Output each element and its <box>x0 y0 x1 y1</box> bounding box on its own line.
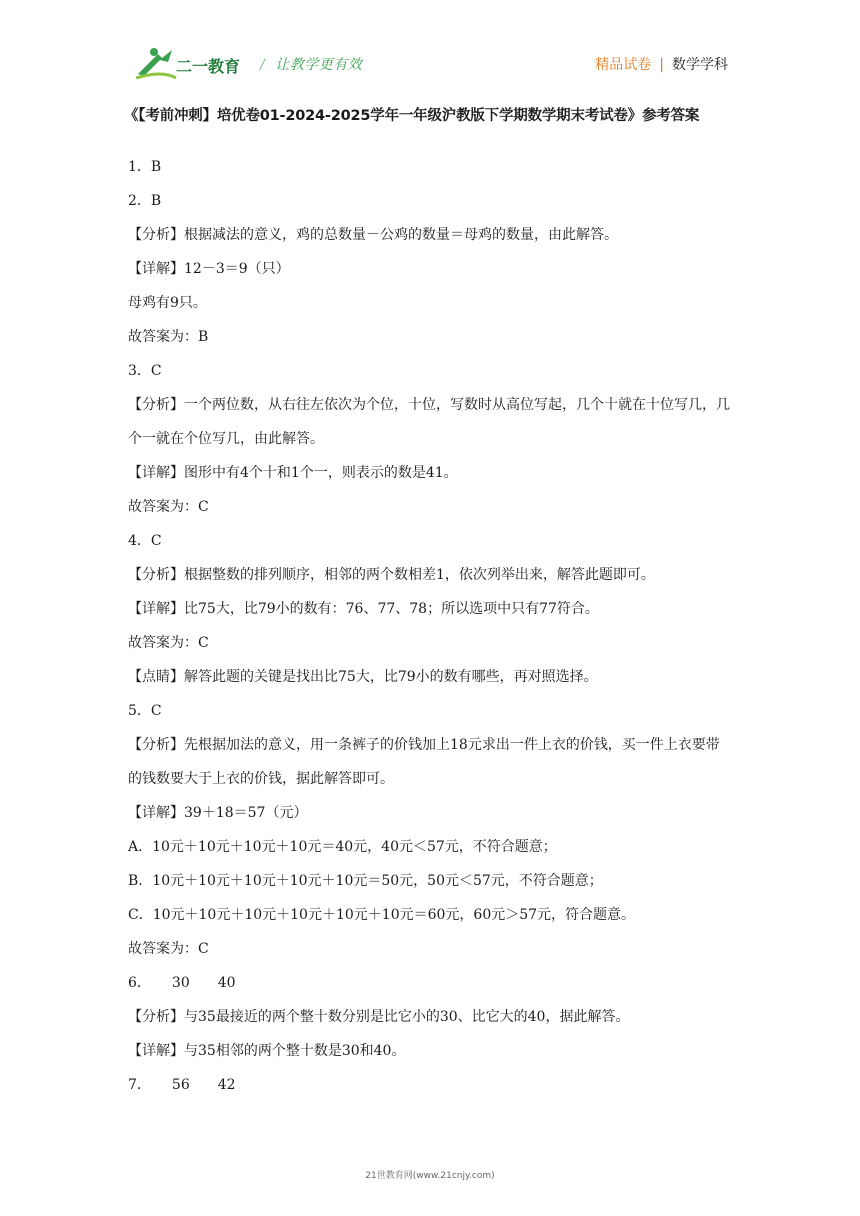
answer-line: 2．B <box>128 193 162 209</box>
answer-line: 【点睛】解答此题的关键是找出比75大，比79小的数有哪些，再对照选择。 <box>128 669 598 685</box>
answer-line: B．10元＋10元＋10元＋10元＋10元＝50元，50元＜57元，不符合题意； <box>128 873 603 889</box>
answer-line: 5．C <box>128 703 162 719</box>
answer-line: 【分析】一个两位数，从右往左依次为个位，十位，写数时从高位写起，几个十就在十位写几，几个一就在个位写几，由此解答。 <box>128 397 730 447</box>
answer-line: 4．C <box>128 533 162 549</box>
answer-line: 故答案为：C <box>128 635 209 651</box>
answer-line: 故答案为：C <box>128 499 209 515</box>
page-footer: 21世教育网(www.21cnjy.com) <box>365 1171 495 1181</box>
answer-line: 【详解】比75大，比79小的数有：76、77、78；所以选项中只有77符合。 <box>128 601 599 617</box>
answer-content <box>128 150 733 1102</box>
logo-text: 二一教育 <box>176 57 241 76</box>
answer-line: C．10元＋10元＋10元＋10元＋10元＋10元＝60元，60元＞57元，符合题意。 <box>128 907 636 923</box>
answer-line: 故答案为：C <box>128 941 209 957</box>
answer-line: 【分析】与35最接近的两个整十数分别是比它小的30、比它大的40，据此解答。 <box>128 1009 630 1025</box>
slogan: / 让教学更有效 <box>260 57 363 73</box>
answer-line: 【详解】图形中有4个十和1个一，则表示的数是41。 <box>128 465 458 481</box>
answer-line: 【分析】先根据加法的意义，用一条裤子的价钱加上18元求出一件上衣的价钱，买一件上衣要带的钱数要大于上衣的价钱，据此解答即可。 <box>128 737 720 787</box>
answer-line: 母鸡有9只。 <box>128 295 207 311</box>
answer-line: 【详解】与35相邻的两个整十数是30和40。 <box>128 1043 406 1059</box>
answer-line: A．10元＋10元＋10元＋10元＝40元，40元＜57元，不符合题意； <box>128 839 557 855</box>
badge-subject: 数学学科 <box>672 57 728 73</box>
slogan-text: 让教学更有效 <box>275 57 363 73</box>
answer-line: 【分析】根据减法的意义，鸡的总数量－公鸡的数量＝母鸡的数量，由此解答。 <box>128 227 618 243</box>
answer-line: 1．B <box>128 159 162 175</box>
header-badges: 精品试卷 | 数学学科 <box>595 57 728 73</box>
page-title: 《【考前冲刺】培优卷01-2024-2025学年一年级沪教版下学期数学期末考试卷》参考答案 <box>124 108 700 124</box>
answer-line: 故答案为：B <box>128 329 209 345</box>
answer-line: 3．C <box>128 363 162 379</box>
answer-line: 【详解】12－3＝9（只） <box>128 261 290 277</box>
logo-icon <box>132 44 252 84</box>
answer-line: 【详解】39＋18＝57（元） <box>128 805 308 821</box>
answer-line: 6． 30 40 <box>128 975 236 991</box>
badge-quality: 精品试卷 <box>595 57 652 73</box>
page-header <box>132 44 728 84</box>
answer-line: 【分析】根据整数的排列顺序，相邻的两个数相差1，依次列举出来，解答此题即可。 <box>128 567 655 583</box>
answer-line: 7． 56 42 <box>128 1077 236 1093</box>
